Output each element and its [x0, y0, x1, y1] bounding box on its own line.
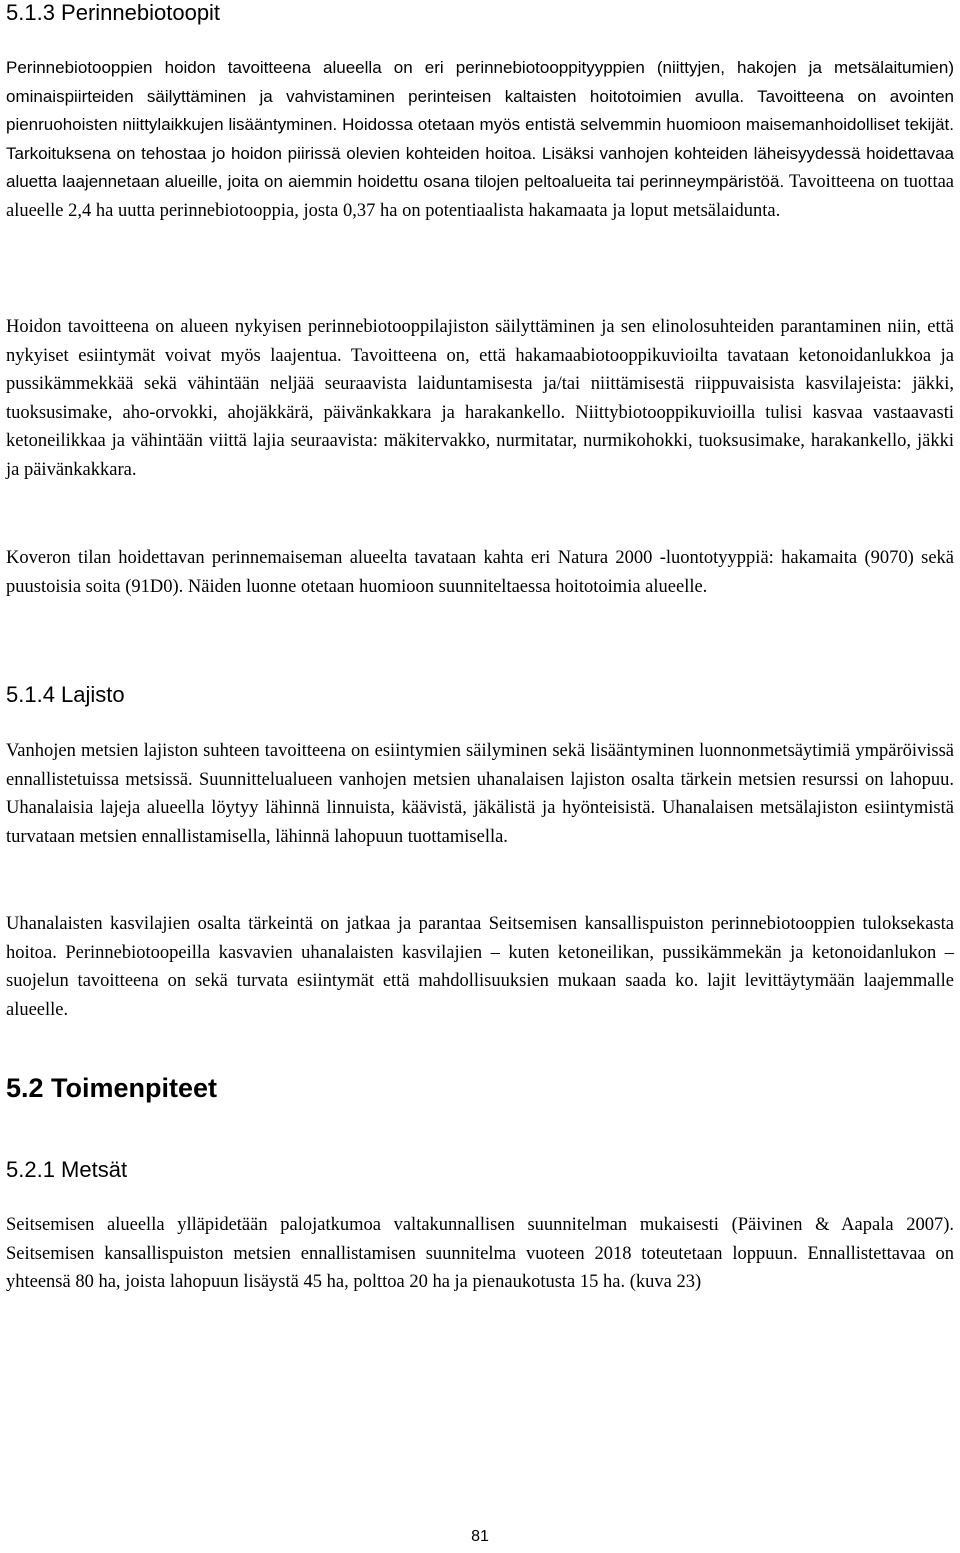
- section-heading-5-2-1: 5.2.1 Metsät: [6, 1157, 128, 1182]
- paragraph-serif-part: Tavoitteena on tuottaa alueelle 2,4 ha uutta perinnebiotooppia, josta 0,37 ha on potentiaalista hakamaata ja loput metsälaidunta.: [6, 172, 955, 221]
- paragraph-lajisto-2: Uhanalaisten kasvilajien osalta tärkeintä on jatkaa ja parantaa Seitsemisen kansallispuiston perinnebiotooppien tuloksekasta hoitoa. Perinnebiotoopeilla kasvavien uhanalaisten kasvilajien – kuten ketoneilikan, pussikämmekän ja ketonoidanlukon – suojelun tavoitteena on sekä turvata esiintymät että mahdollisuuksien mukaan saada ko. lajit levittäytymään laajemmalle alueelle.: [6, 914, 954, 1020]
- section-heading-5-2: 5.2 Toimenpiteet: [6, 1073, 218, 1103]
- section-heading-5-1-4: 5.1.4 Lajisto: [6, 682, 125, 707]
- paragraph-metsat-1: Seitsemisen alueella ylläpidetään palojatkumoa valtakunnallisen suunnitelman mukaisesti (Päivinen & Aapala 2007). Seitsemisen kansallispuiston metsien ennallistamisen suunnitelma vuoteen 2018 toteutetaan loppuun. Ennallistettavaa on yhteensä 80 ha, joista lahopuun lisäystä 45 ha, polttoa 20 ha ja pienaukotusta 15 ha. (kuva 23): [6, 1215, 954, 1292]
- paragraph-perinnebiotoopit-2: Hoidon tavoitteena on alueen nykyisen perinnebiotooppilajiston säilyttäminen ja sen elinolosuhteiden parantaminen niin, että nykyiset esiintymät voivat myös laajentua. Tavoitteena on, että hakamaabiotooppikuvioilta tavataan ketonoidanlukkoa ja pussikämmekkää sekä vähintään neljää seuraavista laiduntamisesta ja/tai niittämisestä riippuvaisista kasvilajeista: jäkki, tuoksusimake, aho-orvokki, ahojäkkärä, päivänkakkara ja harakankello. Niittybiotooppikuvioilla tulisi kasvaa vastaavasti ketoneilikkaa ja vähintään viittä lajia seuraavista: mäkitervakko, nurmitatar, nurmikohokki, tuoksusimake, harakankello, jäkki ja päivänkakkara.: [6, 317, 954, 480]
- paragraph-perinnebiotoopit-1: [6, 54, 954, 225]
- paragraph-sans-part: Perinnebiotooppien hoidon tavoitteena alueella on eri perinnebiotooppityyppien (niittyjen, hakojen ja metsälaitumien) ominaispiirteiden säilyttäminen ja vahvistaminen perinteisen kaltaisten hoitotoimien avulla. Tavoitteena on avointen pienruohoisten niittylaikkujen lisääntyminen. Hoidossa otetaan myös entistä selvemmin huomioon maisemanhoidolliset tekijät. Tarkoituksena on tehostaa jo hoidon piirissä olevien kohteiden hoitoa. Lisäksi vanhojen kohteiden läheisyydessä hoidettavaa aluetta laajennetaan alueille, joita on aiemmin hoidettu osana tilojen peltoalueita tai perinneympäristöä.: [6, 58, 954, 191]
- paragraph-perinnebiotoopit-3: Koveron tilan hoidettavan perinnemaiseman alueelta tavataan kahta eri Natura 2000 -luontotyyppiä: hakamaita (9070) sekä puustoisia soita (91D0). Näiden luonne otetaan huomioon suunniteltaessa hoitotoimia alueelle.: [6, 548, 954, 597]
- paragraph-lajisto-1: Vanhojen metsien lajiston suhteen tavoitteena on esiintymien säilyminen sekä lisääntyminen luonnonmetsäytimiä ympäröivissä ennallistetuissa metsissä. Suunnittelualueen vanhojen metsien uhanalaisen lajiston osalta tärkein metsien resurssi on lahopuu. Uhanalaisia lajeja alueella löytyy lähinnä linnuista, käävistä, jäkälistä ja hyönteisistä. Uhanalaisen metsälajiston esiintymistä turvataan metsien ennallistamisella, lähinnä lahopuun tuottamisella.: [6, 741, 954, 847]
- page-number: 81: [471, 1528, 489, 1545]
- section-heading-5-1-3: 5.1.3 Perinnebiotoopit: [6, 0, 221, 25]
